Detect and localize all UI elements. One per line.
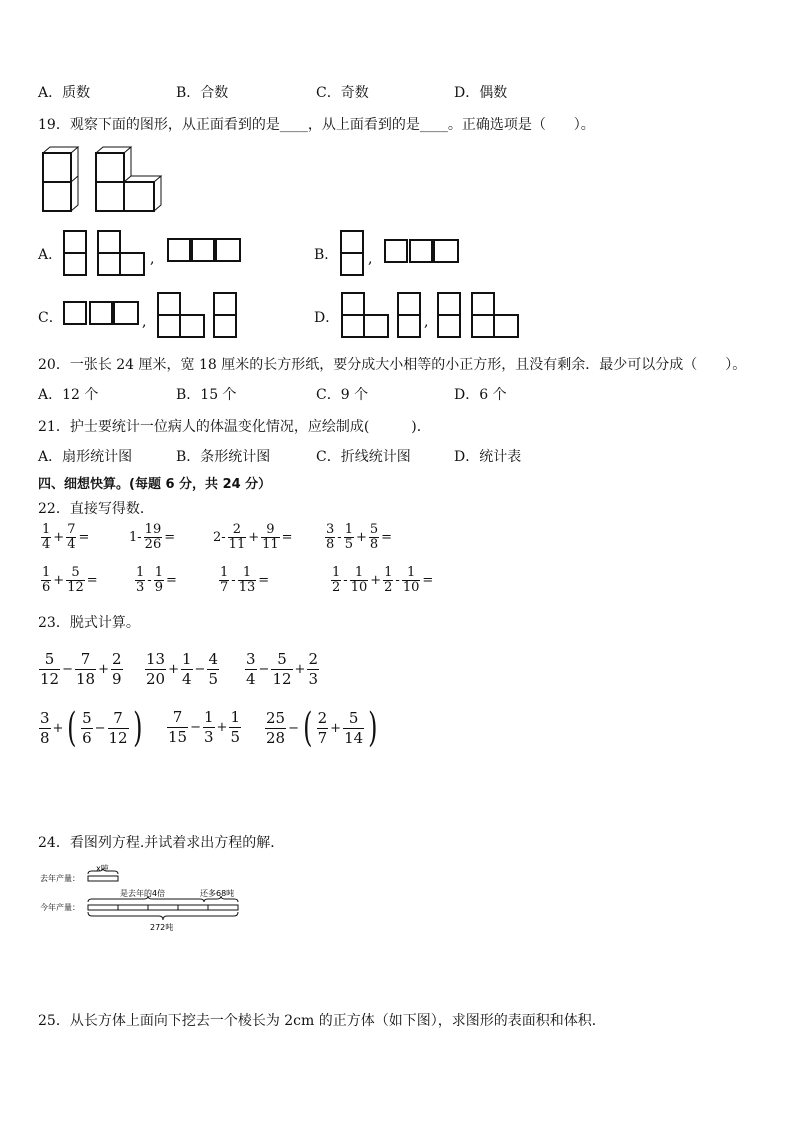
q22-expr-6 [134,566,178,595]
q21-option-a: A．扇形统计图 [38,449,133,465]
denominator: 11 [262,537,279,552]
denominator: 26 [144,537,162,552]
numerator: 7 [80,650,91,668]
denominator: 7 [317,728,328,747]
denominator: 4 [182,670,192,688]
denominator: 2 [332,580,341,595]
equals-sign: = [422,573,434,588]
q23-expr-b [144,650,220,689]
numerator: 1 [204,708,214,726]
denominator: 3 [136,580,145,595]
denominator: 6 [82,728,92,747]
equals-sign: = [78,530,90,545]
equals-sign: = [165,573,177,588]
total-brace [88,912,238,920]
denominator: 15 [168,728,188,746]
numerator: 25 [266,708,286,727]
q22-expr-4 [324,523,393,552]
equals-sign: = [86,573,98,588]
svg-text:,: , [368,251,373,267]
q20-option-c: C．9 个 [316,387,369,403]
q21-option-d: D．统计表 [454,449,522,465]
operator: + [370,573,382,588]
equals-sign: = [258,573,270,588]
denominator: 8 [40,728,50,747]
denominator: 2 [384,580,393,595]
q21-stem: 21．护士要统计一位病人的体温变化情况，应绘制成( )． [38,419,431,435]
denominator: 12 [67,580,84,595]
q23-expr-c [244,650,320,689]
q22-expr-3 [212,523,294,552]
q18-option-b: B．合数 [176,85,229,101]
numerator: 13 [146,650,166,668]
operator: - [231,573,236,588]
section-heading: 四、细想快算。(每题 6 分，共 24 分） [38,477,272,492]
q21-option-c: C．折线统计图 [316,449,411,465]
left-paren: ( [303,705,313,751]
operator: − [288,720,299,736]
equals-sign: = [164,530,176,545]
numerator: 1 [332,565,341,580]
q22-expr-5 [40,566,99,595]
cube-l-figure [96,147,161,211]
operator: + [248,530,260,545]
numerator: 1 [242,565,252,580]
q19-option-d-views [338,290,522,342]
q25-stem: 25．从长方体上面向下挖去一个棱长为 2cm 的正方体（如下图），求图形的表面积和体积． [38,1013,606,1029]
q19-label-d: D． [314,310,340,326]
denominator: 6 [42,580,51,595]
q20-stem: 20．一张长 24 厘米，宽 18 厘米的长方形纸，要分成大小相等的小正方形，且没有剩余．最少可以分成（ ）。 [38,357,747,373]
numerator: 5 [348,708,359,727]
q19-cube-figures [40,145,165,215]
this-year-label: 今年产量： [40,903,80,912]
numerator: 2 [308,650,318,668]
q19-option-c-views [62,290,240,342]
svg-text:,: , [424,314,429,330]
numerator: 1 [182,650,192,668]
numerator: 7 [67,522,76,537]
q19-label-b: B． [314,247,339,263]
left-paren: ( [67,705,77,751]
numerator: 7 [172,708,183,726]
more-label: 还多68吨 [200,889,235,898]
operator: + [98,662,109,677]
denominator: 9 [112,670,122,688]
operator: + [355,530,367,545]
operator: + [216,720,228,735]
operator: - [343,573,348,588]
q22-stem: 22．直接写得数． [38,501,154,517]
x-label: x吨 [96,864,109,873]
operator: + [168,662,179,677]
q22-expr-7 [218,566,270,595]
denominator: 3 [308,670,318,688]
q19-label-c: C． [38,310,63,326]
q23-expr-a [38,650,124,689]
q21-option-b: B．条形统计图 [176,449,271,465]
q19-label-a: A． [38,247,63,263]
denominator: 4 [246,670,256,688]
times-label: 是去年的4倍 [120,889,166,898]
operator: 1- [129,530,142,545]
numerator: 1 [42,565,51,580]
denominator: 9 [154,580,163,595]
denominator: 18 [76,670,96,688]
q18-option-d: D．偶数 [454,85,508,101]
operator: − [194,662,206,677]
operator: - [395,573,400,588]
numerator: 2 [317,708,328,727]
numerator: 2 [112,650,122,668]
numerator: 9 [266,522,275,537]
numerator: 1 [42,522,51,537]
numerator: 5 [44,650,55,668]
denominator: 7 [220,580,229,595]
equals-sign: = [281,530,293,545]
q19-option-b-views [338,229,462,279]
operator: − [258,662,270,677]
numerator: 5 [82,708,92,727]
svg-text:,: , [150,251,155,267]
numerator: 1 [154,565,163,580]
operator: - [337,530,342,545]
q24-stem: 24．看图列方程.并试着求出方程的解． [38,835,285,851]
denominator: 20 [146,670,166,688]
q23-stem: 23．脱式计算。 [38,615,140,631]
operator: + [330,720,342,736]
numerator: 19 [144,522,162,537]
numerator: 3 [40,708,50,727]
right-paren: ) [132,705,143,751]
denominator: 28 [266,728,286,747]
numerator: 1 [384,565,393,580]
numerator: 1 [406,565,416,580]
this-year-bar [88,905,238,910]
denominator: 10 [350,580,368,595]
q22-expr-8 [330,566,434,595]
denominator: 5 [230,728,240,746]
numerator: 4 [208,650,218,668]
numerator: 5 [369,522,379,537]
denominator: 12 [108,728,128,747]
q18-option-c: C．奇数 [316,85,369,101]
denominator: 12 [40,670,60,688]
numerator: 1 [220,565,229,580]
q23-expr-f [264,705,381,751]
q23-expr-e [166,708,242,747]
total-label: 272吨 [150,923,174,932]
numerator: 2 [232,522,242,537]
q20-option-d: D．6 个 [454,387,507,403]
q20-option-a: A．12 个 [38,387,99,403]
right-paren: ) [368,705,378,751]
q20-option-b: B．15 个 [176,387,237,403]
operator: − [62,662,73,677]
last-year-bar [88,876,118,881]
numerator: 5 [71,565,80,580]
denominator: 8 [369,537,379,552]
q22-expr-2 [128,523,176,552]
numerator: 1 [136,565,145,580]
numerator: 1 [354,565,364,580]
denominator: 13 [238,580,256,595]
denominator: 8 [326,537,335,552]
numerator: 1 [230,708,240,726]
numerator: 3 [246,650,256,668]
q18-option-a: A．质数 [38,85,91,101]
numerator: 7 [113,708,123,727]
denominator: 11 [228,537,246,552]
svg-text:,: , [142,314,147,330]
q23-expr-d [38,705,145,751]
operator: − [94,720,106,736]
operator: − [190,720,201,735]
numerator: 1 [344,522,353,537]
q22-expr-1 [40,523,90,552]
operator: 2- [213,530,226,545]
denominator: 4 [67,537,76,552]
equals-sign: = [381,530,393,545]
last-year-label: 去年产量： [40,874,80,883]
denominator: 12 [272,670,292,688]
q19-option-a-views [62,229,246,279]
denominator: 10 [402,580,420,595]
operator: + [53,573,65,588]
q24-line-diagram [38,860,248,936]
denominator: 5 [208,670,218,688]
denominator: 3 [204,728,214,746]
operator: + [53,530,65,545]
operator: + [294,662,306,677]
numerator: 3 [326,522,335,537]
numerator: 5 [277,650,287,668]
q19-stem: 19．观察下面的图形，从正面看到的是____，从上面看到的是____。正确选项是（ ）。 [38,117,595,133]
operator: + [52,720,64,736]
denominator: 5 [344,537,353,552]
denominator: 4 [42,537,51,552]
operator: - [147,573,152,588]
cube-stack-figure [43,147,78,211]
denominator: 14 [344,728,364,747]
